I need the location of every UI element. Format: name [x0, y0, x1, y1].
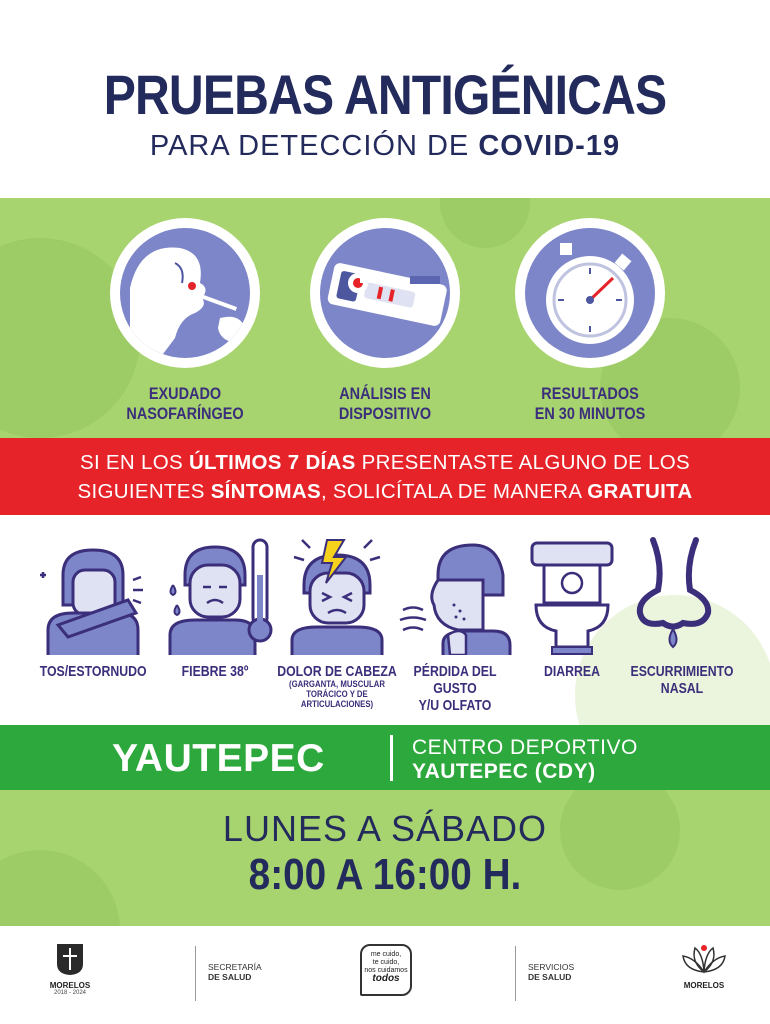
- steps-section: [0, 198, 770, 438]
- symptom-label-nose: ESCURRIMIENTO NASAL: [630, 663, 734, 697]
- step-label-swab: EXUDADO NASOFARÍNGEO: [126, 384, 244, 423]
- lotus-icon: [681, 942, 727, 976]
- subtitle-bold: COVID-19: [478, 130, 621, 162]
- symptom-label-fever: FIEBRE 38º: [181, 663, 249, 680]
- fever-icon: [165, 535, 275, 655]
- symptoms-section: [0, 515, 770, 725]
- place-line-2: YAUTEPEC (CDY): [412, 760, 596, 783]
- servicios-salud: SERVICIOS DE SALUD: [528, 962, 575, 982]
- step-label-device: ANÁLISIS EN DISPOSITIVO: [338, 384, 432, 423]
- stopwatch-icon: [525, 228, 655, 358]
- nasal-swab-icon: [120, 228, 250, 358]
- headache-icon: [282, 535, 392, 655]
- schedule-hours: 8:00 A 16:00 H.: [248, 850, 522, 899]
- morelos-logo: [40, 942, 100, 996]
- toilet-icon: [530, 535, 615, 655]
- schedule-days: LUNES A SÁBADO: [222, 808, 548, 849]
- virus-bg-shape: [440, 198, 530, 248]
- secretaria-salud: SECRETARÍA DE SALUD: [208, 962, 262, 982]
- cough-icon: [38, 535, 148, 655]
- step-results: [515, 218, 665, 368]
- slogan-logo: me cuido, te cuido, nos cuidamos todos: [360, 944, 412, 996]
- step-device: [310, 218, 460, 368]
- page-subtitle: [0, 130, 770, 163]
- step-label-results: RESULTADOS EN 30 MINUTOS: [534, 384, 646, 423]
- morelos-years: 2018 - 2024: [53, 990, 87, 996]
- step-swab: [110, 218, 260, 368]
- city-name: YAUTEPEC: [112, 737, 325, 780]
- right-morelos-logo: [676, 942, 732, 990]
- place-line-1: CENTRO DEPORTIVO: [412, 736, 638, 759]
- footer-divider: [515, 946, 516, 1001]
- test-device-icon: [320, 228, 450, 358]
- symptom-label-cough: TOS/ESTORNUDO: [39, 663, 147, 680]
- symptom-label-headache: DOLOR DE CABEZA (GARGANTA, MUSCULAR TORÁCICO Y DE ARTICULACIONES): [277, 663, 397, 710]
- page-title: PRUEBAS ANTIGÉNICAS: [103, 63, 667, 126]
- symptom-label-diarrhea: DIARREA: [543, 663, 601, 680]
- location-band: [0, 725, 770, 790]
- symptoms-banner: [0, 438, 770, 515]
- right-logo-label: MORELOS: [683, 981, 725, 990]
- symptom-label-smell: PÉRDIDA DEL GUSTO Y/U OLFATO: [413, 663, 497, 714]
- footer-divider: [195, 946, 196, 1001]
- schedule-section: [0, 790, 770, 926]
- divider: [390, 735, 393, 781]
- header: [0, 0, 770, 200]
- nose-icon: [628, 535, 728, 655]
- banner-line-2: SIGUIENTES SÍNTOMAS, SOLICÍTALA DE MANERA GRATUITA: [77, 480, 693, 503]
- footer: [0, 926, 770, 1024]
- subtitle-prefix: PARA DETECCIÓN DE: [149, 130, 479, 162]
- morelos-label: MORELOS: [49, 981, 91, 990]
- banner-line-1: SI EN LOS ÚLTIMOS 7 DÍAS PRESENTASTE ALGUNO DE LOS: [79, 451, 691, 474]
- loss-of-smell-icon: [398, 535, 513, 655]
- morelos-shield-icon: [55, 942, 85, 976]
